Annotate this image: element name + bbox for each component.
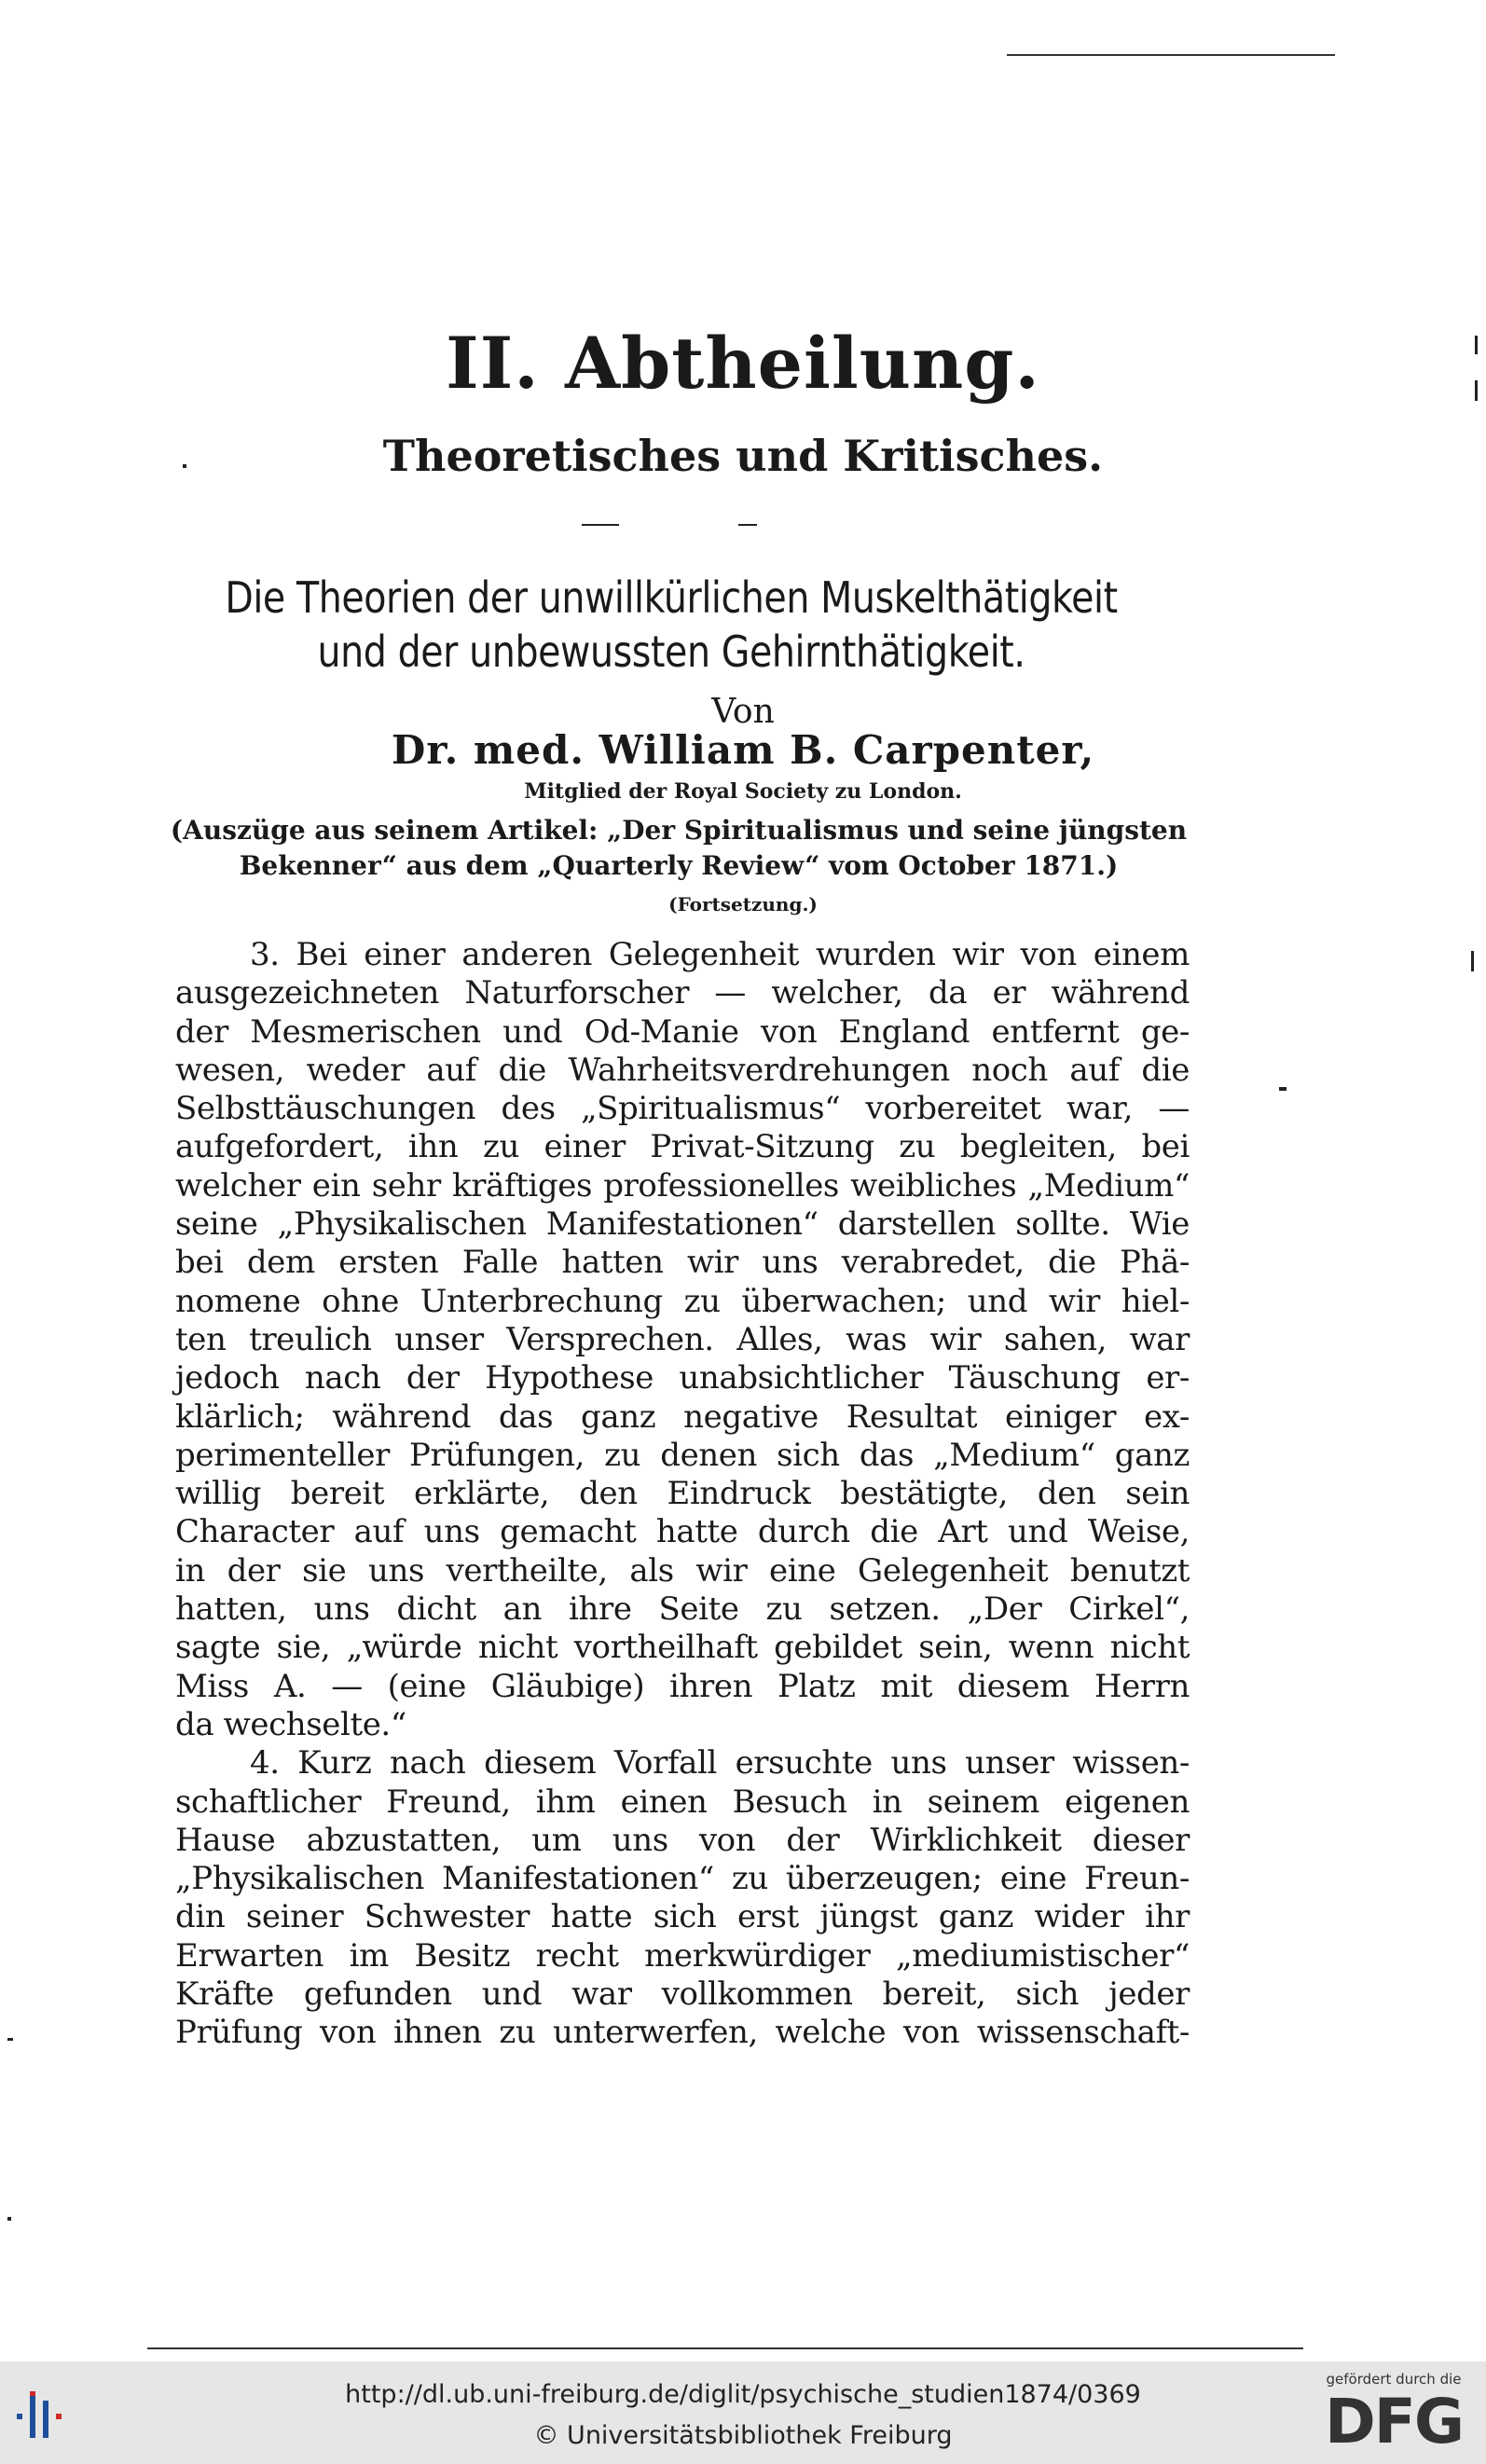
body-line: welcher ein sehr kräftiges professionelles weibliches „Medium“ [175,1166,1190,1204]
body-line: „Physikalischen Manifestationen“ zu überzeugen; eine Freun- [175,1860,1190,1898]
body-line: ten treulich unser Versprechen. Alles, was wir sahen, war [175,1320,1190,1358]
bottom-rule [147,2347,1303,2349]
body-line: klärlich; während das ganz negative Resultat einiger ex- [175,1397,1190,1436]
section-subtitle: Theoretisches und Kritisches. [382,431,1104,481]
separator-dash [738,524,757,526]
body-line: der Mesmerischen und Od-Manie von England entfernt ge- [175,1012,1190,1051]
section-title: II. Abtheilung. [446,322,1040,405]
body-line: Kräfte gefunden und war vollkommen bereit, sich jeder [175,1975,1190,2014]
margin-mark [7,2038,13,2041]
separator-dash [582,524,619,526]
body-line: Hause abzustatten, um uns von der Wirklichkeit dieser [175,1821,1190,1859]
article-title-line: und der unbewussten Gehirnthätigkeit. [317,626,1025,677]
excerpt-note-line: Bekenner“ aus dem „Quarterly Review“ vom October 1871.) [239,850,1119,881]
continuation-note: (Fortsetzung.) [668,893,818,915]
article-title [214,571,1128,679]
excerpt-note-line: (Auszüge aus seinem Artikel: „Der Spiritualismus und seine jüngsten [170,815,1188,846]
viewer-footer [0,2361,1486,2464]
margin-mark [1279,1087,1286,1091]
excerpt-note [166,813,1191,884]
body-line: wesen, weder auf die Wahrheitsverdrehungen noch auf die [175,1051,1190,1089]
permalink-url[interactable]: http://dl.ub.uni-freiburg.de/diglit/psychische_studien1874/0369 [345,2380,1141,2409]
body-paragraphs [175,936,1190,2053]
body-line: nomene ohne Unterbrechung zu überwachen; und wir hiel- [175,1282,1190,1320]
body-line: schaftlicher Freund, ihm einen Besuch in seinem eigenen [175,1783,1190,1821]
author-name: Dr. med. William B. Carpenter, [391,727,1095,773]
body-line: Selbsttäuschungen des „Spiritualismus“ vorbereitet war, — [175,1090,1190,1128]
body-line: ausgezeichneten Naturforscher — welcher, da er während [175,974,1190,1012]
dfg-funding-badge [1310,2369,1478,2458]
body-line: din seiner Schwester hatte sich erst jüngst ganz wider ihr [175,1898,1190,1936]
body-line: da wechselte.“ [175,1705,406,1743]
body-line: Prüfung von ihnen zu unterwerfen, welche von wissenschaft- [175,2014,1190,2052]
body-line: seine „Physikalischen Manifestationen“ darstellen sollte. Wie [175,1205,1190,1244]
body-line: sagte sie, „würde nicht vortheilhaft gebildet sein, wenn nicht [175,1629,1190,1667]
body-line: willig bereit erklärte, den Eindruck bestätigte, den sein [175,1475,1190,1513]
body-line: Miss A. — (eine Gläubige) ihren Platz mit diesem Herrn [175,1667,1190,1705]
body-line: 3. Bei einer anderen Gelegenheit wurden wir von einem [250,936,1190,973]
body-line: in der sie uns vertheilte, als wir eine Gelegenheit benutzt [175,1551,1190,1590]
body-line: bei dem ersten Falle hatten wir uns verabredet, die Phä- [175,1244,1190,1282]
article-title-line: Die Theorien der unwillkürlichen Muskelthätigkeit [225,572,1118,623]
byline-von: Von [711,693,775,731]
body-line: Character auf uns gemacht hatte durch die Art und Weise, [175,1513,1190,1551]
funding-caption: gefördert durch die [1326,2371,1462,2388]
margin-mark [1471,951,1474,971]
copyright-notice: © Universitätsbibliothek Freiburg [533,2421,953,2450]
body-line: perimenteller Prüfungen, zu denen sich das „Medium“ ganz [175,1436,1190,1474]
body-line: 4. Kurz nach diesem Vorfall ersuchte uns unser wissen- [250,1744,1190,1783]
top-rule [1007,54,1335,56]
body-line: hatten, uns dicht an ihre Seite zu setzen. „Der Cirkel“, [175,1590,1190,1629]
body-line: Erwarten im Besitz recht merkwürdiger „mediumistischer“ [175,1936,1190,1975]
margin-mark [7,2217,11,2221]
author-affiliation: Mitglied der Royal Society zu London. [524,779,962,804]
dfg-logo-icon: DFG [1324,2386,1464,2457]
body-line: jedoch nach der Hypothese unabsichtlicher Täuschung er- [175,1359,1190,1397]
body-line: aufgefordert, ihn zu einer Privat-Sitzung zu begleiten, bei [175,1128,1190,1166]
